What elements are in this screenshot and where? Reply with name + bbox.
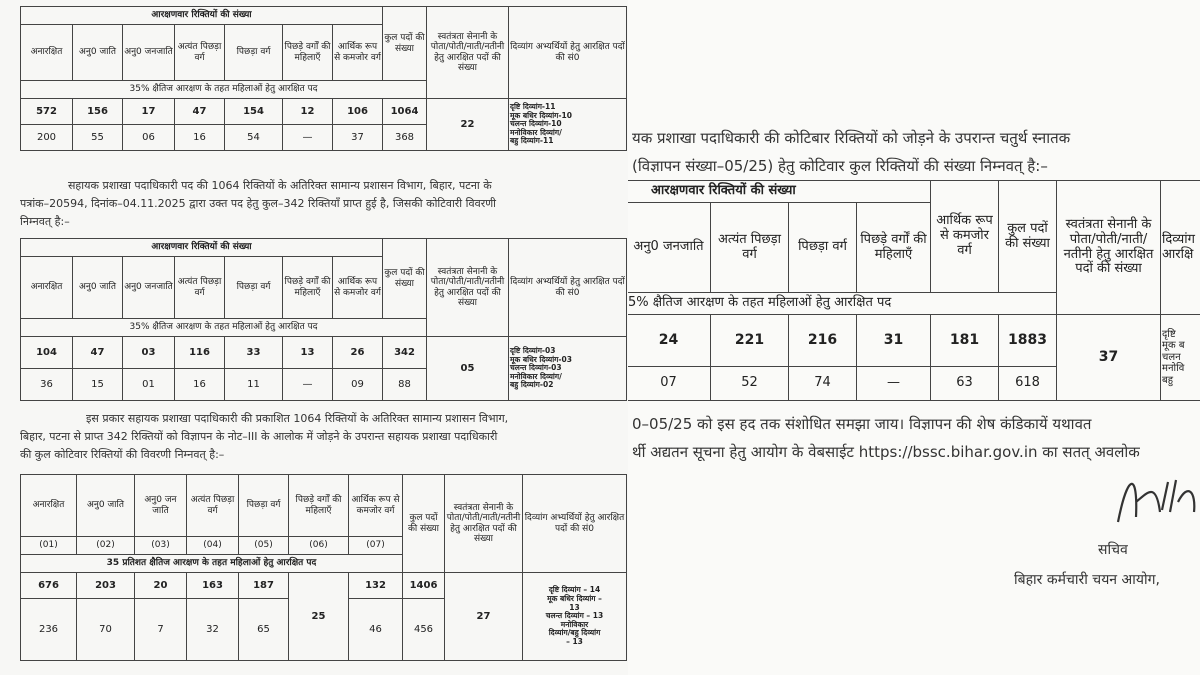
paragraph-line: की कुल कोटिवार रिक्तियों की विवरणी निम्नवत् है:–: [20, 448, 225, 461]
pwd-line: मूक बधिर दिव्यांग-10: [510, 110, 572, 120]
right-vacancy-table: [628, 180, 1200, 401]
table-cell: 01: [123, 369, 175, 401]
table3-pwd-value: [523, 573, 627, 661]
table-cell: 17: [123, 99, 175, 125]
pwd-line: मूक बधिर दिव्यांग –: [547, 593, 602, 603]
right-text-line-1: यक प्रशाखा पदाधिकारी की कोटिबार रिक्तियों को जोड़ने के उपरान्त चतुर्थ स्नातक: [632, 129, 1071, 147]
table-cell: 236: [21, 599, 77, 661]
vacancy-table-2: [20, 238, 627, 401]
table-cell: 74: [789, 367, 857, 401]
table3-women-row: 35 प्रतिशत क्षैतिज आरक्षण के तहत महिलाओं हेतु आरक्षित पद: [21, 555, 403, 573]
table-cell: 15: [73, 369, 123, 401]
code-cell: (06): [289, 537, 349, 555]
table-cell: 06: [123, 125, 175, 151]
table-cell: 37: [333, 125, 383, 151]
pwd-line: 13: [569, 602, 580, 612]
paragraph-line: बिहार, पटना से प्राप्त 342 रिक्तियों को विज्ञापन के नोट–III के आलोक में जोड़ने के उपरान्त सहायक प्रशाखा पदाधिकारी: [20, 430, 498, 443]
table-cell: 1406: [403, 573, 445, 599]
right-pwd-value: [1161, 315, 1200, 401]
table-cell: 116: [175, 337, 225, 369]
right-ews-header: आर्थिक रूप से कमजोर वर्ग: [931, 181, 999, 293]
table2-ff-header: स्वतंत्रता सेनानी के पोता/पोती/नाती/नतीनी हेतु आरक्षित पदों की संख्या: [427, 239, 509, 337]
code-cell: (02): [77, 537, 135, 555]
table1-group-header: आरक्षणवार रिक्तियों की संख्या: [21, 7, 383, 25]
pwd-line: मूक बधिर दिव्यांग-03: [510, 354, 572, 364]
table1-ews-header: आर्थिक रूप से कमजोर वर्ग: [333, 25, 383, 81]
table2-total-header: कुल पदों की संख्या: [383, 239, 427, 319]
pwd-line: दृष्टि दिव्यांग-11: [510, 101, 556, 111]
table-cell: 156: [73, 99, 123, 125]
right-bcw-header: पिछड़े वर्गों की महिलाएँ: [857, 203, 931, 293]
table-cell: 200: [21, 125, 73, 151]
table-cell: 20: [135, 573, 187, 599]
table-cell: 47: [175, 99, 225, 125]
right-text-line-3: 0–05/25 को इस हद तक संशोधित समझा जाय। विज्ञापन की शेष कंडिकायें यथावत: [632, 415, 1092, 433]
table3-bcw-value: 25: [289, 573, 349, 661]
signatory-title: सचिव: [1098, 542, 1128, 558]
table-cell: 33: [225, 337, 283, 369]
pwd-line: बहु दिव्यांग-02: [510, 380, 554, 390]
pwd-line: चलन्त दिव्यांग-10: [510, 119, 562, 129]
paragraph-line: सहायक प्रशाखा पदाधिकारी पद की 1064 रिक्तियों के अतिरिक्त सामान्य प्रशासन विभाग, बिहार, पटना के: [68, 179, 492, 192]
table2-unres-header: अनारक्षित: [21, 257, 73, 319]
table-cell: 13: [283, 337, 333, 369]
table3-ebc-header: अत्यंत पिछड़ा वर्ग: [187, 475, 239, 537]
table2-pwd-value: [509, 337, 627, 401]
table-cell: 47: [73, 337, 123, 369]
table-cell: 63: [931, 367, 999, 401]
pwd-line: बहु: [1162, 374, 1174, 386]
table-cell: 187: [239, 573, 289, 599]
table1-pwd-value: [509, 99, 627, 151]
paragraph-line: निम्नवत् है:–: [20, 215, 70, 228]
table1-ff-header: स्वतंत्रता सेनानी के पोता/पोती/नाती/नतीनी हेतु आरक्षित पदों की संख्या: [427, 7, 509, 99]
table2-ff-value: 05: [427, 337, 509, 401]
table-cell: 104: [21, 337, 73, 369]
pwd-line: चलन्त दिव्यांग-03: [510, 363, 562, 373]
right-ff-value: 37: [1057, 315, 1161, 401]
pwd-line: – 13: [566, 637, 583, 647]
table2-sc-header: अनु0 जाति: [73, 257, 123, 319]
table-cell: —: [857, 367, 931, 401]
table-cell: 65: [239, 599, 289, 661]
table-cell: 26: [333, 337, 383, 369]
pwd-line: दृष्टि दिव्यांग – 14: [548, 585, 601, 595]
pwd-line: मनोविकार दिव्यांग/: [510, 371, 562, 381]
table2-group-header: आरक्षणवार रिक्तियों की संख्या: [21, 239, 383, 257]
table3-sc-header: अनु0 जाति: [77, 475, 135, 537]
table-cell: —: [283, 369, 333, 401]
table-cell: 12: [283, 99, 333, 125]
table1-sc-header: अनु0 जाति: [73, 25, 123, 81]
table-cell: 7: [135, 599, 187, 661]
table-cell: 132: [349, 573, 403, 599]
code-cell: (03): [135, 537, 187, 555]
table-cell: 1064: [383, 99, 427, 125]
table-cell: 31: [857, 315, 931, 367]
table3-total-header: कुल पदों की संख्या: [403, 475, 445, 573]
pwd-line: मूक ब: [1162, 340, 1185, 352]
paragraph-line: इस प्रकार सहायक प्रशाखा पदाधिकारी की प्रकाशित 1064 रिक्तियों के अतिरिक्त सामान्य प्रशासन विभाग,: [86, 412, 509, 425]
table-cell: 221: [711, 315, 789, 367]
table3-unres-header: अनारक्षित: [21, 475, 77, 537]
table-cell: 07: [628, 367, 711, 401]
handwritten-signature: [1098, 462, 1198, 542]
table1-bc-header: पिछड़ा वर्ग: [225, 25, 283, 81]
table1-total-header: कुल पदों की संख्या: [383, 7, 427, 81]
table1-ff-value: 22: [427, 99, 509, 151]
table-cell: 52: [711, 367, 789, 401]
table-cell: 572: [21, 99, 73, 125]
table2-bc-header: पिछड़ा वर्ग: [225, 257, 283, 319]
table2-bcw-header: पिछड़े वर्गों की महिलाएँ: [283, 257, 333, 319]
right-total-header: कुल पदों की संख्या: [999, 181, 1057, 293]
table3-ews-header: आर्थिक रूप से कमजोर वर्ग: [349, 475, 403, 537]
paragraph-2: [20, 410, 508, 464]
table-cell: 203: [77, 573, 135, 599]
code-cell: (07): [349, 537, 403, 555]
table-cell: 106: [333, 99, 383, 125]
table-cell: 342: [383, 337, 427, 369]
right-ff-header: स्वतंत्रता सेनानी के पोता/पोती/नाती/नतीनी हेतु आरक्षित पदों की संख्या: [1057, 181, 1161, 315]
pwd-line: दृष्टि: [1162, 328, 1176, 340]
table-cell: 09: [333, 369, 383, 401]
table-cell: 32: [187, 599, 239, 661]
table-cell: 456: [403, 599, 445, 661]
right-text-line-4: र्थी अद्यतन सूचना हेतु आयोग के वेबसाईट https://bssc.bihar.gov.in का सतत् अवलोक: [632, 443, 1140, 461]
table-cell: 54: [225, 125, 283, 151]
table3-pwd-header: दिव्यांग अभ्यर्थियों हेतु आरक्षित पदों की सं0: [523, 475, 627, 573]
table-cell: 55: [73, 125, 123, 151]
right-st-header: अनु0 जनजाति: [628, 203, 711, 293]
table1-women-row: 35% क्षैतिज आरक्षण के तहत महिलाओं हेतु आरक्षित पद: [21, 81, 427, 99]
table-cell: 154: [225, 99, 283, 125]
table1-pwd-header: दिव्यांग अभ्यर्थियों हेतु आरक्षित पदों की सं0: [509, 7, 627, 99]
paragraph-line: पत्रांक–20594, दिनांक–04.11.2025 द्वारा उक्त पद हेतु कुल–342 रिक्तियाँ प्राप्त हुई है, जिसकी कोटिवारी विवरणी: [20, 197, 497, 210]
right-document-panel: [628, 0, 1200, 675]
table2-st-header: अनु0 जनजाति: [123, 257, 175, 319]
right-group-header: आरक्षणवार रिक्तियों की संख्या: [628, 181, 931, 203]
table-cell: 70: [77, 599, 135, 661]
pwd-head-line: आरक्षि: [1162, 246, 1194, 262]
right-women-row: 5% क्षैतिज आरक्षण के तहत महिलाओं हेतु आरक्षित पद: [628, 293, 1057, 315]
code-cell: (05): [239, 537, 289, 555]
table3-st-header: अनु0 जन जाति: [135, 475, 187, 537]
table-cell: 11: [225, 369, 283, 401]
table-cell: 368: [383, 125, 427, 151]
table3-bcw-header: पिछड़े वर्गों की महिलाएँ: [289, 475, 349, 537]
table1-unres-header: अनारक्षित: [21, 25, 73, 81]
table-cell: 618: [999, 367, 1057, 401]
table-cell: 163: [187, 573, 239, 599]
table1-bcw-header: पिछड़े वर्गों की महिलाएँ: [283, 25, 333, 81]
pwd-line: दृष्टि दिव्यांग-03: [510, 345, 556, 355]
organization-name: बिहार कर्मचारी चयन आयोग,: [1014, 572, 1160, 588]
code-cell: (01): [21, 537, 77, 555]
right-pwd-header: [1161, 181, 1200, 315]
right-ebc-header: अत्यंत पिछड़ा वर्ग: [711, 203, 789, 293]
pwd-line: चलन्त दिव्यांग – 13: [545, 611, 604, 621]
table-cell: 88: [383, 369, 427, 401]
table3-ff-header: स्वतंत्रता सेनानी के पोता/पोती/नाती/नतीनी हेतु आरक्षित पदों की संख्या: [445, 475, 523, 573]
code-cell: (04): [187, 537, 239, 555]
table3-ff-value: 27: [445, 573, 523, 661]
pwd-line: बहु दिव्यांग-11: [510, 136, 554, 146]
table1-ebc-header: अत्यंत पिछड़ा वर्ग: [175, 25, 225, 81]
table-cell: 216: [789, 315, 857, 367]
pwd-line: मनोवि: [1162, 363, 1185, 375]
table2-ebc-header: अत्यंत पिछड़ा वर्ग: [175, 257, 225, 319]
table-cell: 181: [931, 315, 999, 367]
pwd-line: मनोविकार दिव्यांग/: [510, 127, 562, 137]
table-cell: 36: [21, 369, 73, 401]
table-cell: 03: [123, 337, 175, 369]
table-cell: 46: [349, 599, 403, 661]
pwd-line: मनोविकार: [560, 619, 589, 629]
table2-pwd-header: दिव्यांग अभ्यर्थियों हेतु आरक्षित पदों की सं0: [509, 239, 627, 337]
right-text-line-2: (विज्ञापन संख्या–05/25) हेतु कोटिवार कुल रिक्तियों की संख्या निम्नवत् है:–: [632, 157, 1048, 175]
table-cell: —: [283, 125, 333, 151]
table-cell: 16: [175, 125, 225, 151]
table1-st-header: अनु0 जनजाति: [123, 25, 175, 81]
table3-bc-header: पिछड़ा वर्ग: [239, 475, 289, 537]
table2-women-row: 35% क्षैतिज आरक्षण के तहत महिलाओं हेतु आरक्षित पद: [21, 319, 427, 337]
table-cell: 24: [628, 315, 711, 367]
right-bc-header: पिछड़ा वर्ग: [789, 203, 857, 293]
pwd-head-line: दिव्यांग: [1162, 231, 1195, 247]
pwd-line: चलन: [1162, 351, 1181, 363]
table-cell: 16: [175, 369, 225, 401]
vacancy-table-3: [20, 474, 627, 661]
table2-ews-header: आर्थिक रूप से कमजोर वर्ग: [333, 257, 383, 319]
pwd-line: दिव्यांग/बहु दिव्यांग: [548, 628, 601, 638]
table-cell: 1883: [999, 315, 1057, 367]
table-cell: 676: [21, 573, 77, 599]
paragraph-1: [20, 177, 496, 231]
vacancy-table-1: [20, 6, 627, 151]
